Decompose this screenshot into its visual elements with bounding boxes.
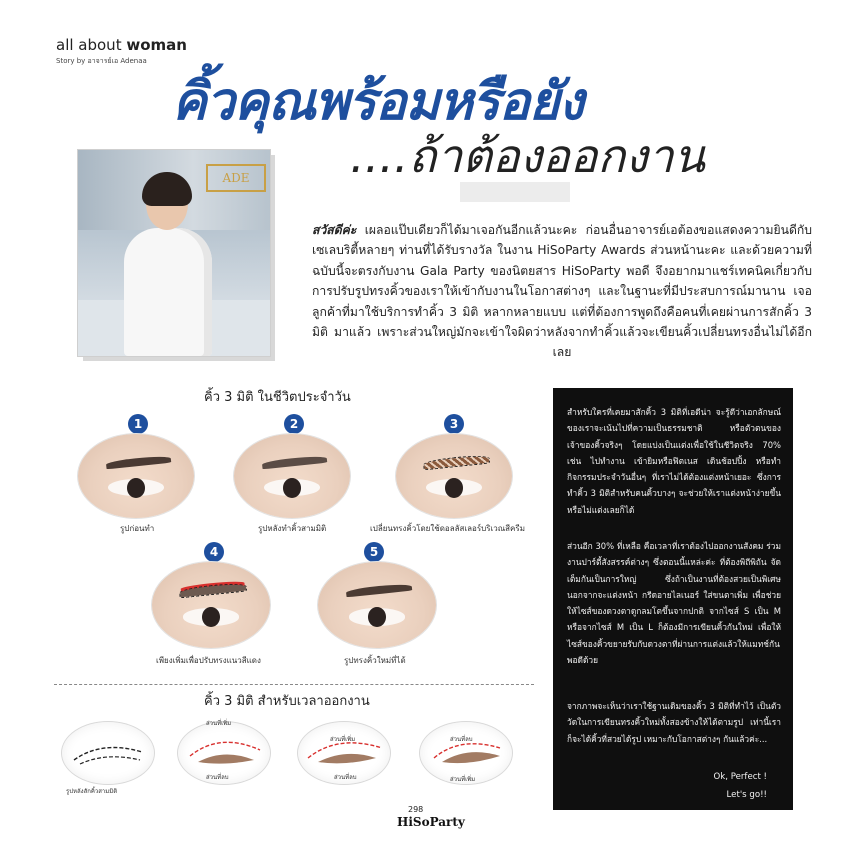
evening-diagram-3-top-label: ส่วนที่เพิ่ม bbox=[330, 736, 356, 743]
step-4-number: 4 bbox=[204, 542, 224, 562]
step-1-caption: รูปก่อนทำ bbox=[120, 524, 155, 533]
brow-add-line-2 bbox=[190, 742, 260, 756]
headline: คิ้วคุณพร้อมหรือยัง bbox=[172, 72, 584, 132]
step-2-number: 2 bbox=[284, 414, 304, 434]
step-2-caption: รูปหลังทำคิ้วสามมิติ bbox=[258, 524, 327, 533]
clinic-sign: ADE bbox=[206, 164, 266, 192]
sidebar-paragraph-2: ส่วนอีก 30% ที่เหลือ คือเวลาที่เราต้องไปออกงานสังคม ร่วมงานปาร์ตี้สังสรรค์ต่างๆ ซึ่งตอนนี้แหล่ะค่ะ ที่ต้องพิถีพิถัน จัดเต็มกันเป็นการใหญ่ ซึ่งถ้าเป็นงานที่ต้องสวยเป็นพิเศษ นอกจากจะแต่งหน้า กรีดอายไลเนอร์ ใส่ขนตาเพิ่ม เพื่อช่วยให้ไซส์ของดวงตาดูกลมโตขึ้นจากปกติ จากไซส์ S เป็น M หรือจากไซส์ M เป็น L ก็ต้องมีการเขียนคิ้วกันใหม่ เพื่อให้ไซส์ของคิ้วขยายรับกับดวงตาที่ผ่านการแต่งแล้วให้แมทช์กันพอดีด้วย bbox=[567, 541, 781, 666]
step-3-caption: เปลี่ยนทรงคิ้วโดยใช้ดอลลัสเลอร์บริเวณสีครีม bbox=[370, 524, 525, 533]
evening-diagram-2-bottom-label: ส่วนที่ลบ bbox=[206, 774, 229, 781]
step-4-eye-image bbox=[152, 562, 270, 648]
step-1-iris bbox=[127, 478, 146, 498]
evening-diagram-1-label: รูปหลังสักคิ้วสามมิติ bbox=[66, 788, 118, 795]
subheadline: ....ถ้าต้องออกงาน bbox=[350, 129, 705, 183]
step-4-brow bbox=[180, 583, 247, 598]
sidebar-box bbox=[553, 388, 793, 810]
step-4-caption: เพียงเพิ่มเพื่อปรับทรงแนวสีแดง bbox=[156, 656, 261, 665]
sidebar-paragraph-3: จากภาพจะเห็นว่าเราใช้ฐานเดิมของคิ้ว 3 มิติที่ทำไว้ เป็นตัววัดในการเขียนทรงคิ้วใหม่ทั้งสองข้างให้ได้ตามรูป เท่านี้เราก็จะได้คิ้วที่สวยได้รูป เหมาะกับโอกาสต่างๆ กันแล้วค่ะ... bbox=[567, 701, 781, 744]
page-number: 298 bbox=[408, 805, 424, 814]
daily-heading: คิ้ว 3 มิติ ในชีวิตประจำวัน bbox=[204, 390, 351, 405]
white-coat bbox=[124, 228, 212, 356]
brow-base-4 bbox=[442, 752, 500, 763]
title-underlay bbox=[460, 182, 570, 202]
author-photo bbox=[78, 150, 270, 356]
brand-logo: HiSoParty bbox=[397, 815, 465, 829]
evening-diagram-4-top-label: ส่วนที่ลบ bbox=[450, 736, 473, 743]
brow-base-2 bbox=[198, 754, 254, 763]
evening-diagram-3-bottom-label: ส่วนที่ลบ bbox=[334, 774, 357, 781]
step-3-brow bbox=[424, 454, 489, 468]
step-1-eye-image bbox=[78, 434, 194, 518]
step-5-brow bbox=[346, 583, 413, 598]
sidebar-signoff-2: Let's go!! bbox=[726, 790, 767, 800]
section-prefix: all about bbox=[56, 36, 127, 54]
brow-outline-1 bbox=[74, 748, 142, 761]
brow-diagram-1 bbox=[62, 722, 154, 784]
intro-body: เผลอแป๊บเดียวก็ได้มาเจอกันอีกแล้วนะคะ ก่อนอื่นอาจารย์เอต้องขอแสดงความยินดีกับเซเลบริตี้หลายๆ ท่านที่ได้รับรางวัล ในงาน HiSoParty Awards ส่วนหน้านะคะ และด้วยความที่ฉบับนี้จะตรงกับงาน Gala Party ของนิตยสาร HiSoParty พอดี จึงอยากมาแชร์เทคนิคเกี่ยวกับการปรับรูปทรงคิ้วของเราให้เข้ากับงานในโอกาสต่างๆ และในฐานะที่มีประสบการณ์มานาน เจอลูกค้าที่มาใช้บริการทำคิ้ว 3 มิติ หลากหลายแบบ แต่ที่ต้องการพูดถึงคือคนที่เคยผ่านการสักคิ้ว 3 มิติ มาแล้ว เพราะส่วนใหญ่มักจะเข้าใจผิดว่าหลังจากทำคิ้วแล้วจะเขียนคิ้วเปลี่ยนทรงอื่นไม่ได้อีกเลย bbox=[312, 223, 812, 360]
section-bold: woman bbox=[126, 36, 187, 54]
step-5-eye-image bbox=[318, 562, 436, 648]
step-3-iris bbox=[445, 478, 464, 498]
section-divider bbox=[54, 684, 534, 685]
step-1-brow bbox=[106, 454, 171, 468]
step-2-brow bbox=[262, 454, 327, 468]
evening-diagram-2-top-label: ส่วนที่เพิ่ม bbox=[206, 720, 232, 727]
evening-diagram-1 bbox=[62, 722, 154, 784]
intro-greeting: สวัสดีค่ะ bbox=[312, 223, 357, 237]
brow-base-3 bbox=[318, 754, 376, 764]
brow-outline-1b bbox=[80, 757, 140, 764]
section-label bbox=[56, 36, 187, 54]
intro-paragraph bbox=[312, 220, 812, 363]
step-5-number: 5 bbox=[364, 542, 384, 562]
step-2-eye-image bbox=[234, 434, 350, 518]
step-3-number: 3 bbox=[444, 414, 464, 434]
step-3-eye-image bbox=[396, 434, 512, 518]
sidebar-signoff-1: Ok, Perfect ! bbox=[713, 772, 767, 782]
step-2-iris bbox=[283, 478, 302, 498]
evening-heading: คิ้ว 3 มิติ สำหรับเวลาออกงาน bbox=[204, 694, 370, 709]
evening-diagram-4-bottom-label: ส่วนที่เพิ่ม bbox=[450, 776, 476, 783]
byline: Story by อาจารย์เอ Adenaa bbox=[56, 57, 147, 65]
sidebar-paragraph-1: สำหรับใครที่เคยมาสักคิ้ว 3 มิติที่เอดีน่า จะรู้ดีว่าเอกลักษณ์ของเราจะเน้นไปที่ความเป็นธรรมชาติ หรือตัวตนของเจ้าของคิ้วจริงๆ โดยแบ่งเป็นแต่งเพื่อใช้ในชีวิตจริง 70% เช่น ไปทำงาน เข้ายิมหรือฟิตเนส เดินช้อปปิ้ง หรือทำกิจกรรมประจำวันอื่นๆ ที่เราไม่ได้ต้องแต่งหน้าเยอะ ซึ่งการทำคิ้ว 3 มิติสำหรับคนคิ้วบางๆ จะช่วยให้เราแต่งหน้าง่ายขึ้น หรือไม่แต่งเลยก็ได้ bbox=[567, 407, 781, 515]
step-1-number: 1 bbox=[128, 414, 148, 434]
step-5-caption: รูปทรงคิ้วใหม่ที่ได้ bbox=[344, 656, 406, 665]
